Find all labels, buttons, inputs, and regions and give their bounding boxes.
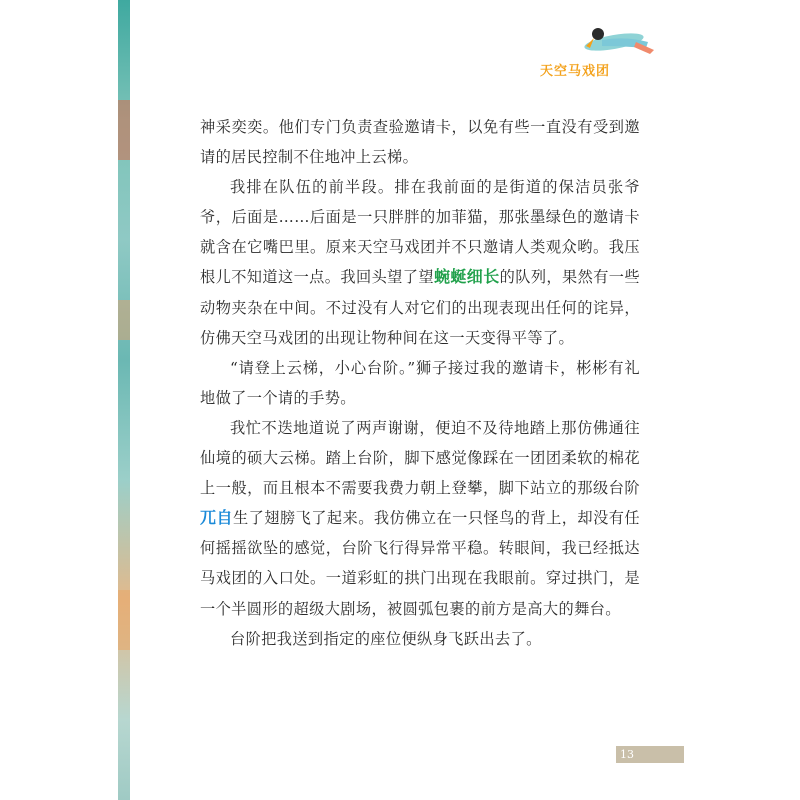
text-span: 我忙不迭地道说了两声谢谢，便迫不及待地踏上那仿佛通往仙境的硕大云梯。踏上台阶，脚下感觉像踩在一团团柔软的棉花上一般，而且根本不需要我费力朝上登攀，脚下站立的那级台阶	[200, 418, 640, 498]
paragraph: 台阶把我送到指定的座位便纵身飞跃出去了。	[230, 629, 542, 648]
paragraph: “请登上云梯，小心台阶。”狮子接过我的邀请卡，彬彬有礼地做了一个请的手势。	[200, 358, 640, 407]
left-illustration-strip	[118, 0, 130, 800]
paragraph	[200, 413, 640, 624]
text-span: 生了翅膀飞了起来。我仿佛立在一只怪鸟的背上，却没有任何摇摇欲坠的感觉，台阶飞行得异常平稳。转眼间，我已经抵达马戏团的入口处。一道彩虹的拱门出现在我眼前。穿过拱门，是一个半圆形的超级大剧场，被圆弧包裹的前方是高大的舞台。	[200, 509, 640, 618]
text-span: 我排在队伍的前半段。排在我前面的是街道的保洁员张爷爷，后面是……后面是一只胖胖的加菲猫，那张墨绿色的邀请卡就含在它嘴巴里。原来天空马戏团并不只邀请人类观众哟。我压根儿不知道这一点。我回头望了望	[200, 178, 640, 287]
body-text	[200, 112, 640, 654]
text-span: 的队列，果然有一些动物夹杂在中间。不过没有人对它们的出现表现出任何的诧异，仿佛天空马戏团的出现让物种间在这一天变得平等了。	[200, 268, 640, 347]
highlighted-word: 蜿蜒细长	[433, 267, 500, 287]
highlighted-word: 兀自	[200, 508, 233, 528]
paragraph: 神采奕奕。他们专门负责查验邀请卡，以免有些一直没有受到邀请的居民控制不住地冲上云梯。	[200, 118, 640, 167]
paragraph	[200, 172, 640, 353]
page-number: 13	[620, 748, 634, 761]
series-title: 天空马戏团	[540, 64, 611, 79]
